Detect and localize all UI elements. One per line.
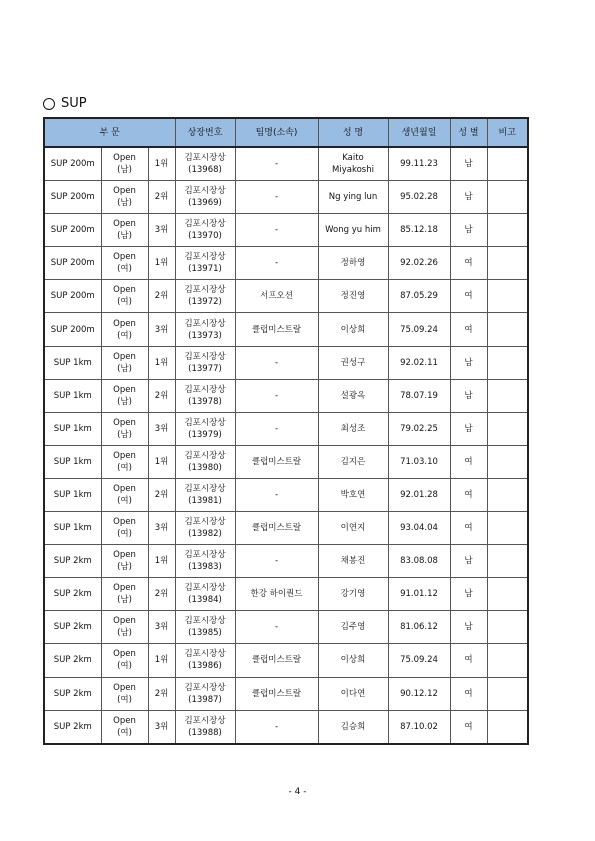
event-cell: SUP 2km [44, 710, 101, 744]
table-row [44, 346, 528, 379]
event-cell: SUP 2km [44, 644, 101, 677]
rank-cell: 1위 [148, 346, 175, 379]
event-cell: SUP 1km [44, 478, 101, 511]
name-cell: 설광옥 [318, 379, 388, 412]
table-row [44, 379, 528, 412]
award-cell: 김포시장상 (13980) [175, 445, 235, 478]
name-cell: 박호연 [318, 478, 388, 511]
note-cell [487, 379, 528, 412]
name-cell: 김승희 [318, 710, 388, 744]
table-row [44, 644, 528, 677]
team-cell: 클럽미스트랄 [235, 445, 318, 478]
award-cell: 김포시장상 (13978) [175, 379, 235, 412]
gender-cell: 여 [450, 445, 487, 478]
gender-cell: 남 [450, 578, 487, 611]
name-cell: 채봉진 [318, 545, 388, 578]
name-cell: 이연지 [318, 512, 388, 545]
birthdate-cell: 79.02.25 [388, 412, 450, 445]
event-cell: SUP 200m [44, 280, 101, 313]
header-name: 성 명 [318, 118, 388, 147]
note-cell [487, 214, 528, 247]
class-cell: Open (남) [101, 611, 148, 644]
rank-cell: 2위 [148, 280, 175, 313]
award-cell: 김포시장상 (13982) [175, 512, 235, 545]
event-cell: SUP 2km [44, 545, 101, 578]
section-title: SUP [61, 96, 87, 111]
birthdate-cell: 81.06.12 [388, 611, 450, 644]
table-row [44, 412, 528, 445]
team-cell: - [235, 611, 318, 644]
birthdate-cell: 99.11.23 [388, 147, 450, 181]
rank-cell: 3위 [148, 313, 175, 346]
circle-bullet-icon [43, 98, 55, 110]
name-cell: Ng ying lun [318, 181, 388, 214]
page-number: - 4 - [288, 787, 307, 797]
class-cell: Open (남) [101, 346, 148, 379]
rank-cell: 1위 [148, 545, 175, 578]
header-team: 팀명(소속) [235, 118, 318, 147]
rank-cell: 3위 [148, 412, 175, 445]
gender-cell: 남 [450, 379, 487, 412]
rank-cell: 3위 [148, 611, 175, 644]
table-row [44, 512, 528, 545]
note-cell [487, 644, 528, 677]
note-cell [487, 346, 528, 379]
class-cell: Open (여) [101, 710, 148, 744]
award-cell: 김포시장상 (13986) [175, 644, 235, 677]
team-cell: - [235, 247, 318, 280]
rank-cell: 2위 [148, 677, 175, 710]
gender-cell: 남 [450, 181, 487, 214]
team-cell: - [235, 147, 318, 181]
gender-cell: 여 [450, 710, 487, 744]
rank-cell: 3위 [148, 512, 175, 545]
birthdate-cell: 93.04.04 [388, 512, 450, 545]
event-cell: SUP 1km [44, 379, 101, 412]
award-cell: 김포시장상 (13969) [175, 181, 235, 214]
note-cell [487, 578, 528, 611]
table-row [44, 214, 528, 247]
table-row [44, 445, 528, 478]
class-cell: Open (여) [101, 478, 148, 511]
note-cell [487, 545, 528, 578]
event-cell: SUP 200m [44, 181, 101, 214]
gender-cell: 남 [450, 545, 487, 578]
rank-cell: 2위 [148, 478, 175, 511]
table-row [44, 147, 528, 181]
event-cell: SUP 1km [44, 512, 101, 545]
birthdate-cell: 91.01.12 [388, 578, 450, 611]
note-cell [487, 512, 528, 545]
table-row [44, 677, 528, 710]
award-cell: 김포시장상 (13984) [175, 578, 235, 611]
class-cell: Open (남) [101, 578, 148, 611]
birthdate-cell: 75.09.24 [388, 644, 450, 677]
event-cell: SUP 200m [44, 147, 101, 181]
birthdate-cell: 87.05.29 [388, 280, 450, 313]
team-cell: - [235, 412, 318, 445]
birthdate-cell: 83.08.08 [388, 545, 450, 578]
header-note: 비고 [487, 118, 528, 147]
event-cell: SUP 1km [44, 445, 101, 478]
birthdate-cell: 92.02.26 [388, 247, 450, 280]
gender-cell: 남 [450, 412, 487, 445]
table-row [44, 280, 528, 313]
note-cell [487, 147, 528, 181]
award-cell: 김포시장상 (13972) [175, 280, 235, 313]
note-cell [487, 710, 528, 744]
note-cell [487, 313, 528, 346]
name-cell: 정진영 [318, 280, 388, 313]
note-cell [487, 181, 528, 214]
gender-cell: 남 [450, 214, 487, 247]
event-cell: SUP 200m [44, 214, 101, 247]
gender-cell: 남 [450, 147, 487, 181]
class-cell: Open (남) [101, 181, 148, 214]
name-cell: 최성조 [318, 412, 388, 445]
note-cell [487, 247, 528, 280]
team-cell: - [235, 478, 318, 511]
header-birthdate: 생년월일 [388, 118, 450, 147]
name-cell: 김지은 [318, 445, 388, 478]
header-gender: 성 별 [450, 118, 487, 147]
class-cell: Open (남) [101, 379, 148, 412]
gender-cell: 여 [450, 478, 487, 511]
event-cell: SUP 2km [44, 578, 101, 611]
note-cell [487, 445, 528, 478]
class-cell: Open (여) [101, 445, 148, 478]
rank-cell: 3위 [148, 710, 175, 744]
gender-cell: 남 [450, 346, 487, 379]
award-cell: 김포시장상 (13985) [175, 611, 235, 644]
gender-cell: 여 [450, 313, 487, 346]
name-cell: 이상희 [318, 313, 388, 346]
award-cell: 김포시장상 (13983) [175, 545, 235, 578]
award-cell: 김포시장상 (13988) [175, 710, 235, 744]
team-cell: - [235, 710, 318, 744]
header-category: 부 문 [44, 118, 175, 147]
event-cell: SUP 1km [44, 412, 101, 445]
gender-cell: 여 [450, 280, 487, 313]
birthdate-cell: 92.01.28 [388, 478, 450, 511]
class-cell: Open (여) [101, 512, 148, 545]
gender-cell: 남 [450, 611, 487, 644]
class-cell: Open (남) [101, 545, 148, 578]
rank-cell: 1위 [148, 644, 175, 677]
results-table [43, 117, 529, 745]
award-cell: 김포시장상 (13971) [175, 247, 235, 280]
note-cell [487, 280, 528, 313]
birthdate-cell: 92.02.11 [388, 346, 450, 379]
note-cell [487, 611, 528, 644]
birthdate-cell: 95.02.28 [388, 181, 450, 214]
rank-cell: 2위 [148, 578, 175, 611]
birthdate-cell: 85.12.18 [388, 214, 450, 247]
rank-cell: 1위 [148, 247, 175, 280]
table-row [44, 545, 528, 578]
team-cell: - [235, 346, 318, 379]
note-cell [487, 412, 528, 445]
gender-cell: 여 [450, 644, 487, 677]
class-cell: Open (남) [101, 412, 148, 445]
note-cell [487, 478, 528, 511]
name-cell: 김주영 [318, 611, 388, 644]
class-cell: Open (여) [101, 247, 148, 280]
award-cell: 김포시장상 (13973) [175, 313, 235, 346]
gender-cell: 여 [450, 512, 487, 545]
rank-cell: 1위 [148, 445, 175, 478]
table-row [44, 181, 528, 214]
name-cell: 정하영 [318, 247, 388, 280]
event-cell: SUP 2km [44, 677, 101, 710]
class-cell: Open (여) [101, 644, 148, 677]
birthdate-cell: 90.12.12 [388, 677, 450, 710]
table-row [44, 247, 528, 280]
award-cell: 김포시장상 (13987) [175, 677, 235, 710]
birthdate-cell: 87.10.02 [388, 710, 450, 744]
table-row [44, 578, 528, 611]
table-row [44, 313, 528, 346]
team-cell: 한강 하이퀀드 [235, 578, 318, 611]
name-cell: 이다연 [318, 677, 388, 710]
header-award-number: 상장번호 [175, 118, 235, 147]
team-cell: - [235, 181, 318, 214]
award-cell: 김포시장상 (13970) [175, 214, 235, 247]
class-cell: Open (여) [101, 677, 148, 710]
table-row [44, 611, 528, 644]
team-cell: 서프오션 [235, 280, 318, 313]
award-cell: 김포시장상 (13977) [175, 346, 235, 379]
gender-cell: 여 [450, 247, 487, 280]
award-cell: 김포시장상 (13979) [175, 412, 235, 445]
rank-cell: 1위 [148, 147, 175, 181]
table-row [44, 710, 528, 744]
name-cell: Wong yu him [318, 214, 388, 247]
event-cell: SUP 200m [44, 247, 101, 280]
class-cell: Open (여) [101, 280, 148, 313]
event-cell: SUP 200m [44, 313, 101, 346]
team-cell: 클럽미스트랄 [235, 313, 318, 346]
class-cell: Open (여) [101, 313, 148, 346]
event-cell: SUP 2km [44, 611, 101, 644]
class-cell: Open (남) [101, 214, 148, 247]
birthdate-cell: 75.09.24 [388, 313, 450, 346]
rank-cell: 2위 [148, 379, 175, 412]
section-heading [43, 96, 87, 111]
gender-cell: 여 [450, 677, 487, 710]
team-cell: 클럽미스트랄 [235, 644, 318, 677]
team-cell: 클럽미스트랄 [235, 677, 318, 710]
class-cell: Open (남) [101, 147, 148, 181]
name-cell: 권성구 [318, 346, 388, 379]
birthdate-cell: 78.07.19 [388, 379, 450, 412]
team-cell: - [235, 214, 318, 247]
name-cell: Kaito Miyakoshi [318, 147, 388, 181]
team-cell: 클럽미스트랄 [235, 512, 318, 545]
award-cell: 김포시장상 (13968) [175, 147, 235, 181]
rank-cell: 3위 [148, 214, 175, 247]
award-cell: 김포시장상 (13981) [175, 478, 235, 511]
note-cell [487, 677, 528, 710]
team-cell: - [235, 379, 318, 412]
name-cell: 이상희 [318, 644, 388, 677]
table-header-row [44, 118, 528, 147]
event-cell: SUP 1km [44, 346, 101, 379]
team-cell: - [235, 545, 318, 578]
birthdate-cell: 71.03.10 [388, 445, 450, 478]
name-cell: 강기영 [318, 578, 388, 611]
rank-cell: 2위 [148, 181, 175, 214]
table-row [44, 478, 528, 511]
